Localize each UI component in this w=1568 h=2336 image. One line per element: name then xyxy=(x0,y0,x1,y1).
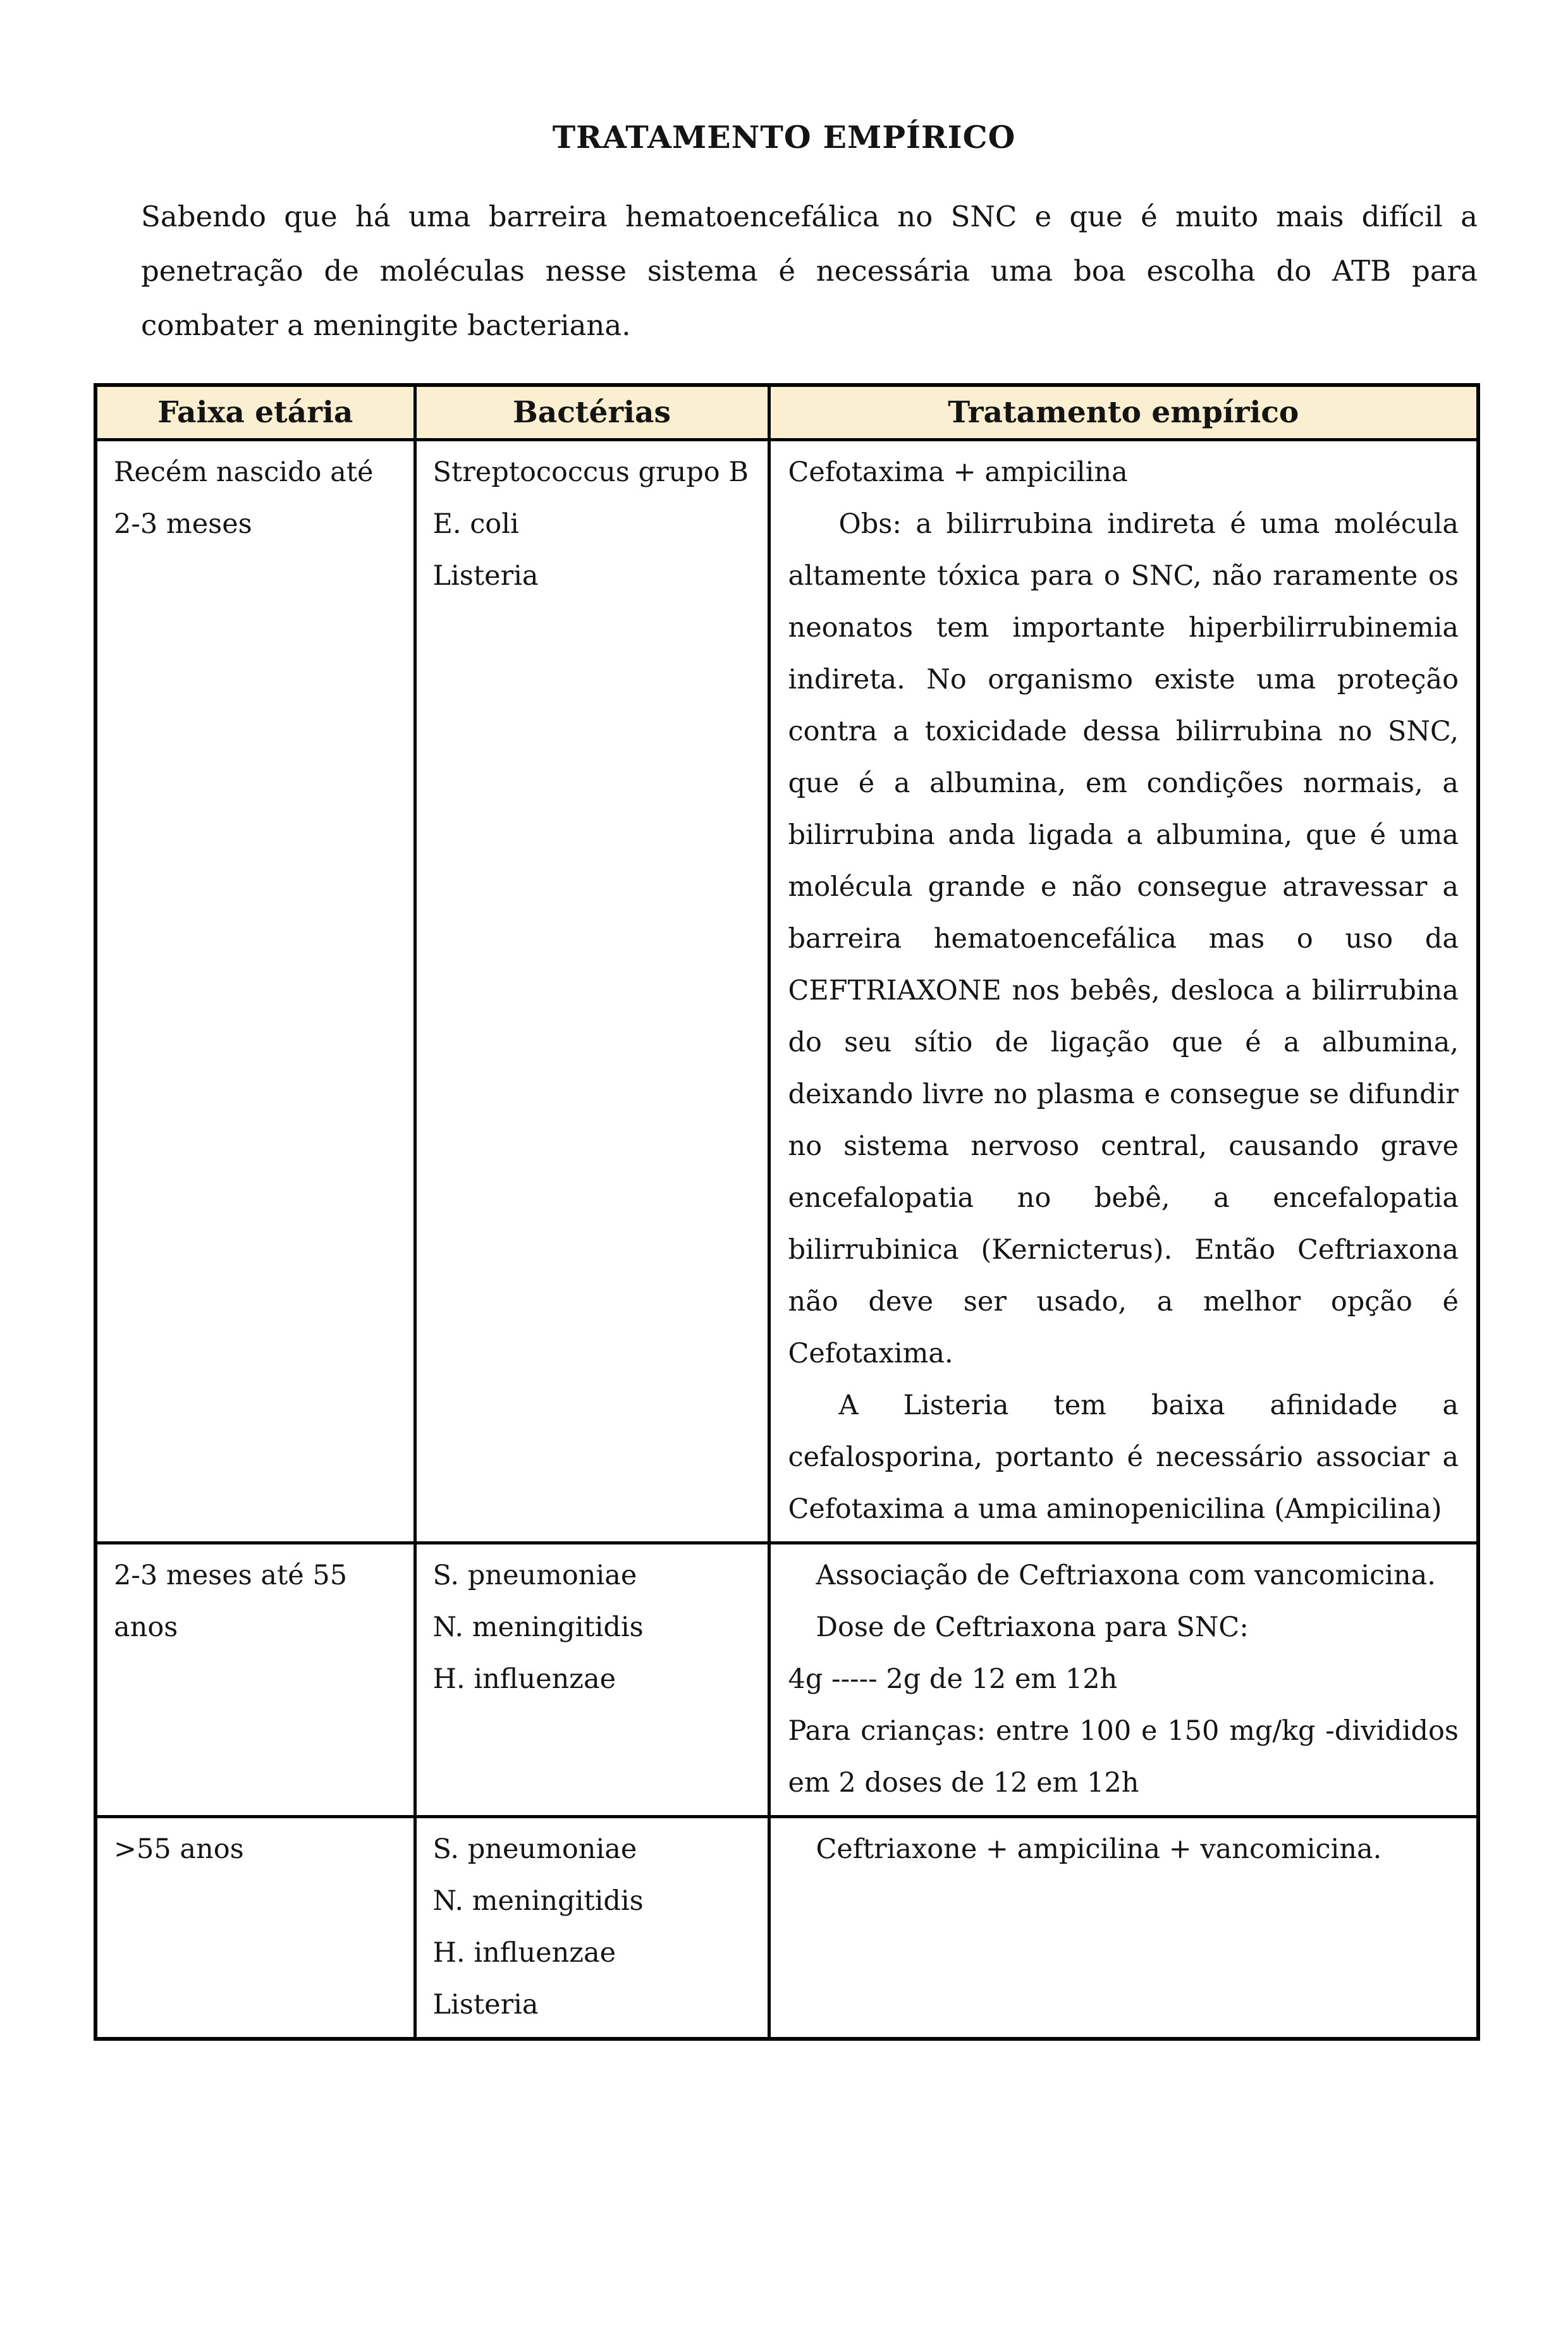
bacteria-item: H. influenzae xyxy=(432,1663,616,1695)
bacteria-item: E. coli xyxy=(432,508,519,540)
table-row-recem-nascido xyxy=(95,439,1478,1543)
empirical-treatment-table xyxy=(94,383,1480,2041)
age-cell: 2-3 meses até 55 anos xyxy=(95,1543,415,1816)
bacteria-item: N. meningitidis xyxy=(432,1611,644,1643)
col-header-tratamento-empirico: Tratamento empírico xyxy=(769,385,1478,439)
treatment-paragraph: Associação de Ceftriaxona com vancomicina. xyxy=(816,1559,1436,1591)
treatment-paragraph: Obs: a bilirrubina indireta é uma molécula altamente tóxica para o SNC, não raramente os neonatos tem importante hiperbilirrubinemia indireta. No organismo existe uma proteção contra a toxicidade dessa bilirrubina no SNC, que é a albumina, em condições normais, a bilirrubina anda ligada a albumina, que é uma molécula grande e não consegue atravessar a barreira hematoencefálica mas o uso da CEFTRIAXONE nos bebês, desloca a bilirrubina do seu sítio de ligação que é a albumina, deixando livre no plasma e consegue se difundir no sistema nervoso central, causando grave encefalopatia no bebê, a encefalopatia bilirrubinica (Kernicterus). Então Ceftriaxona não deve ser usado, a melhor opção é Cefotaxima. xyxy=(788,508,1459,1369)
col-header-faixa-etaria: Faixa etária xyxy=(95,385,415,439)
treatment-cell xyxy=(769,1543,1478,1816)
col-header-bacterias: Bactérias xyxy=(415,385,769,439)
treatment-paragraph: 4g ----- 2g de 12 em 12h xyxy=(788,1663,1118,1695)
treatment-paragraph: Ceftriaxone + ampicilina + vancomicina. xyxy=(816,1833,1382,1865)
intro-paragraph: Sabendo que há uma barreira hematoencefálica no SNC e que é muito mais difícil a penetração de moléculas nesse sistema é necessária uma boa escolha do ATB para combater a meningite bacteriana. xyxy=(141,200,1478,342)
bacteria-item: S. pneumoniae xyxy=(432,1559,637,1591)
bacteria-item: Listeria xyxy=(432,560,539,592)
treatment-paragraph: Dose de Ceftriaxona para SNC: xyxy=(816,1611,1249,1643)
treatment-paragraph: Para crianças: entre 100 e 150 mg/kg -divididos em 2 doses de 12 em 12h xyxy=(788,1715,1459,1799)
bacteria-cell xyxy=(415,1543,769,1816)
treatment-paragraph: Cefotaxima + ampicilina xyxy=(788,456,1128,488)
table-row-maior-55-anos xyxy=(95,1816,1478,2039)
bacteria-cell xyxy=(415,1816,769,2039)
bacteria-item: Streptococcus grupo B xyxy=(432,456,749,488)
table-header-row xyxy=(95,385,1478,439)
treatment-cell xyxy=(769,439,1478,1543)
treatment-paragraph: A Listeria tem baixa afinidade a cefalosporina, portanto é necessário associar a Cefotaxima a uma aminopenicilina (Ampicilina) xyxy=(788,1389,1459,1525)
bacteria-item: N. meningitidis xyxy=(432,1885,644,1917)
table-row-2-3-meses-55-anos xyxy=(95,1543,1478,1816)
page-title: TRATAMENTO EMPÍRICO xyxy=(552,119,1016,156)
bacteria-item: Listeria xyxy=(432,1988,539,2021)
age-cell: Recém nascido até 2-3 meses xyxy=(95,439,415,1543)
bacteria-cell xyxy=(415,439,769,1543)
bacteria-item: H. influenzae xyxy=(432,1936,616,1969)
document-page xyxy=(0,119,1568,2336)
treatment-cell xyxy=(769,1816,1478,2039)
bacteria-item: S. pneumoniae xyxy=(432,1833,637,1865)
age-cell: >55 anos xyxy=(95,1816,415,2039)
